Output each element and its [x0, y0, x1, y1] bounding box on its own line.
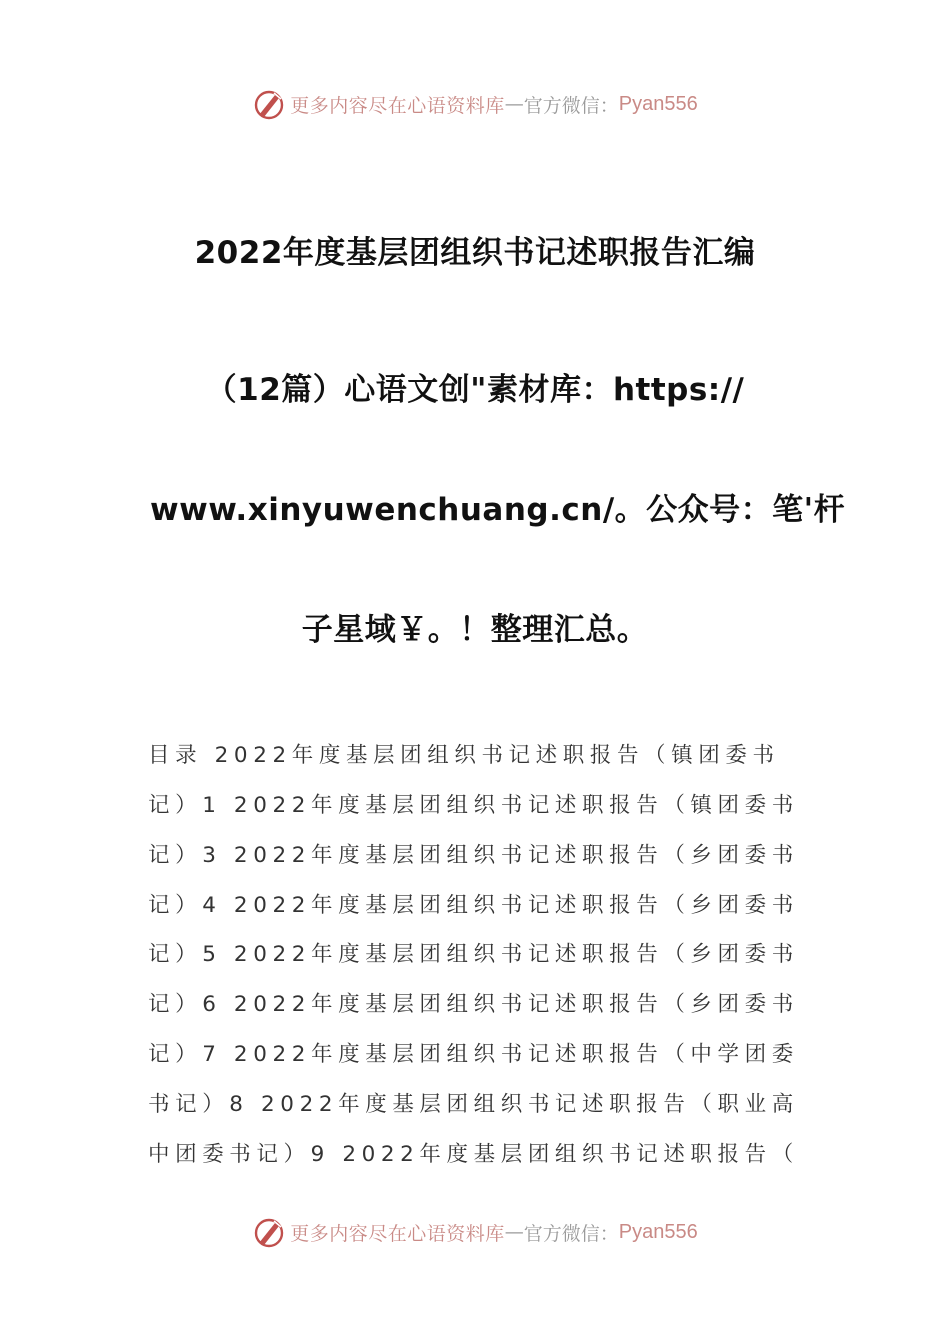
watermark-separator: —: [504, 93, 524, 115]
watermark-wechat-id: Pyan556: [618, 92, 698, 115]
toc-line: 记）3 2022年度基层团组织书记述职报告（乡团委书: [148, 843, 799, 868]
watermark-wechat-id: Pyan556: [618, 1220, 698, 1243]
toc-line: 中团委书记）9 2022年度基层团组织书记述职报告（: [148, 1142, 799, 1167]
document-title-line-3: www.xinyuwenchuang.cn/。公众号：笔'杆: [150, 492, 846, 528]
watermark-label: 官方微信：: [523, 1222, 619, 1245]
pen-nib-circle-icon: [252, 87, 286, 121]
watermark-label: 官方微信：: [523, 94, 619, 117]
footer-watermark: [0, 1212, 950, 1252]
watermark-separator: —: [504, 1221, 524, 1243]
pen-nib-circle-icon: [252, 1215, 286, 1249]
watermark-text: 更多内容尽在心语资料库: [290, 94, 505, 117]
toc-line: 记）4 2022年度基层团组织书记述职报告（乡团委书: [148, 893, 799, 918]
document-title-line-1: 2022年度基层团组织书记述职报告汇编: [194, 235, 756, 271]
toc-line: 目录 2022年度基层团组织书记述职报告（镇团委书: [148, 743, 780, 768]
toc-line: 记）6 2022年度基层团组织书记述职报告（乡团委书: [148, 992, 799, 1017]
toc-line: 记）1 2022年度基层团组织书记述职报告（镇团委书: [148, 793, 799, 818]
toc-line: 书记）8 2022年度基层团组织书记述职报告（职业高: [148, 1092, 799, 1117]
document-title-line-2: （12篇）心语文创"素材库：https://: [205, 372, 745, 408]
header-watermark: [0, 84, 950, 124]
toc-line: 记）5 2022年度基层团组织书记述职报告（乡团委书: [148, 942, 799, 967]
watermark-text: 更多内容尽在心语资料库: [290, 1222, 505, 1245]
toc-line: 记）7 2022年度基层团组织书记述职报告（中学团委: [148, 1042, 799, 1067]
document-title-line-4: 子星域￥。！整理汇总。: [301, 612, 649, 648]
